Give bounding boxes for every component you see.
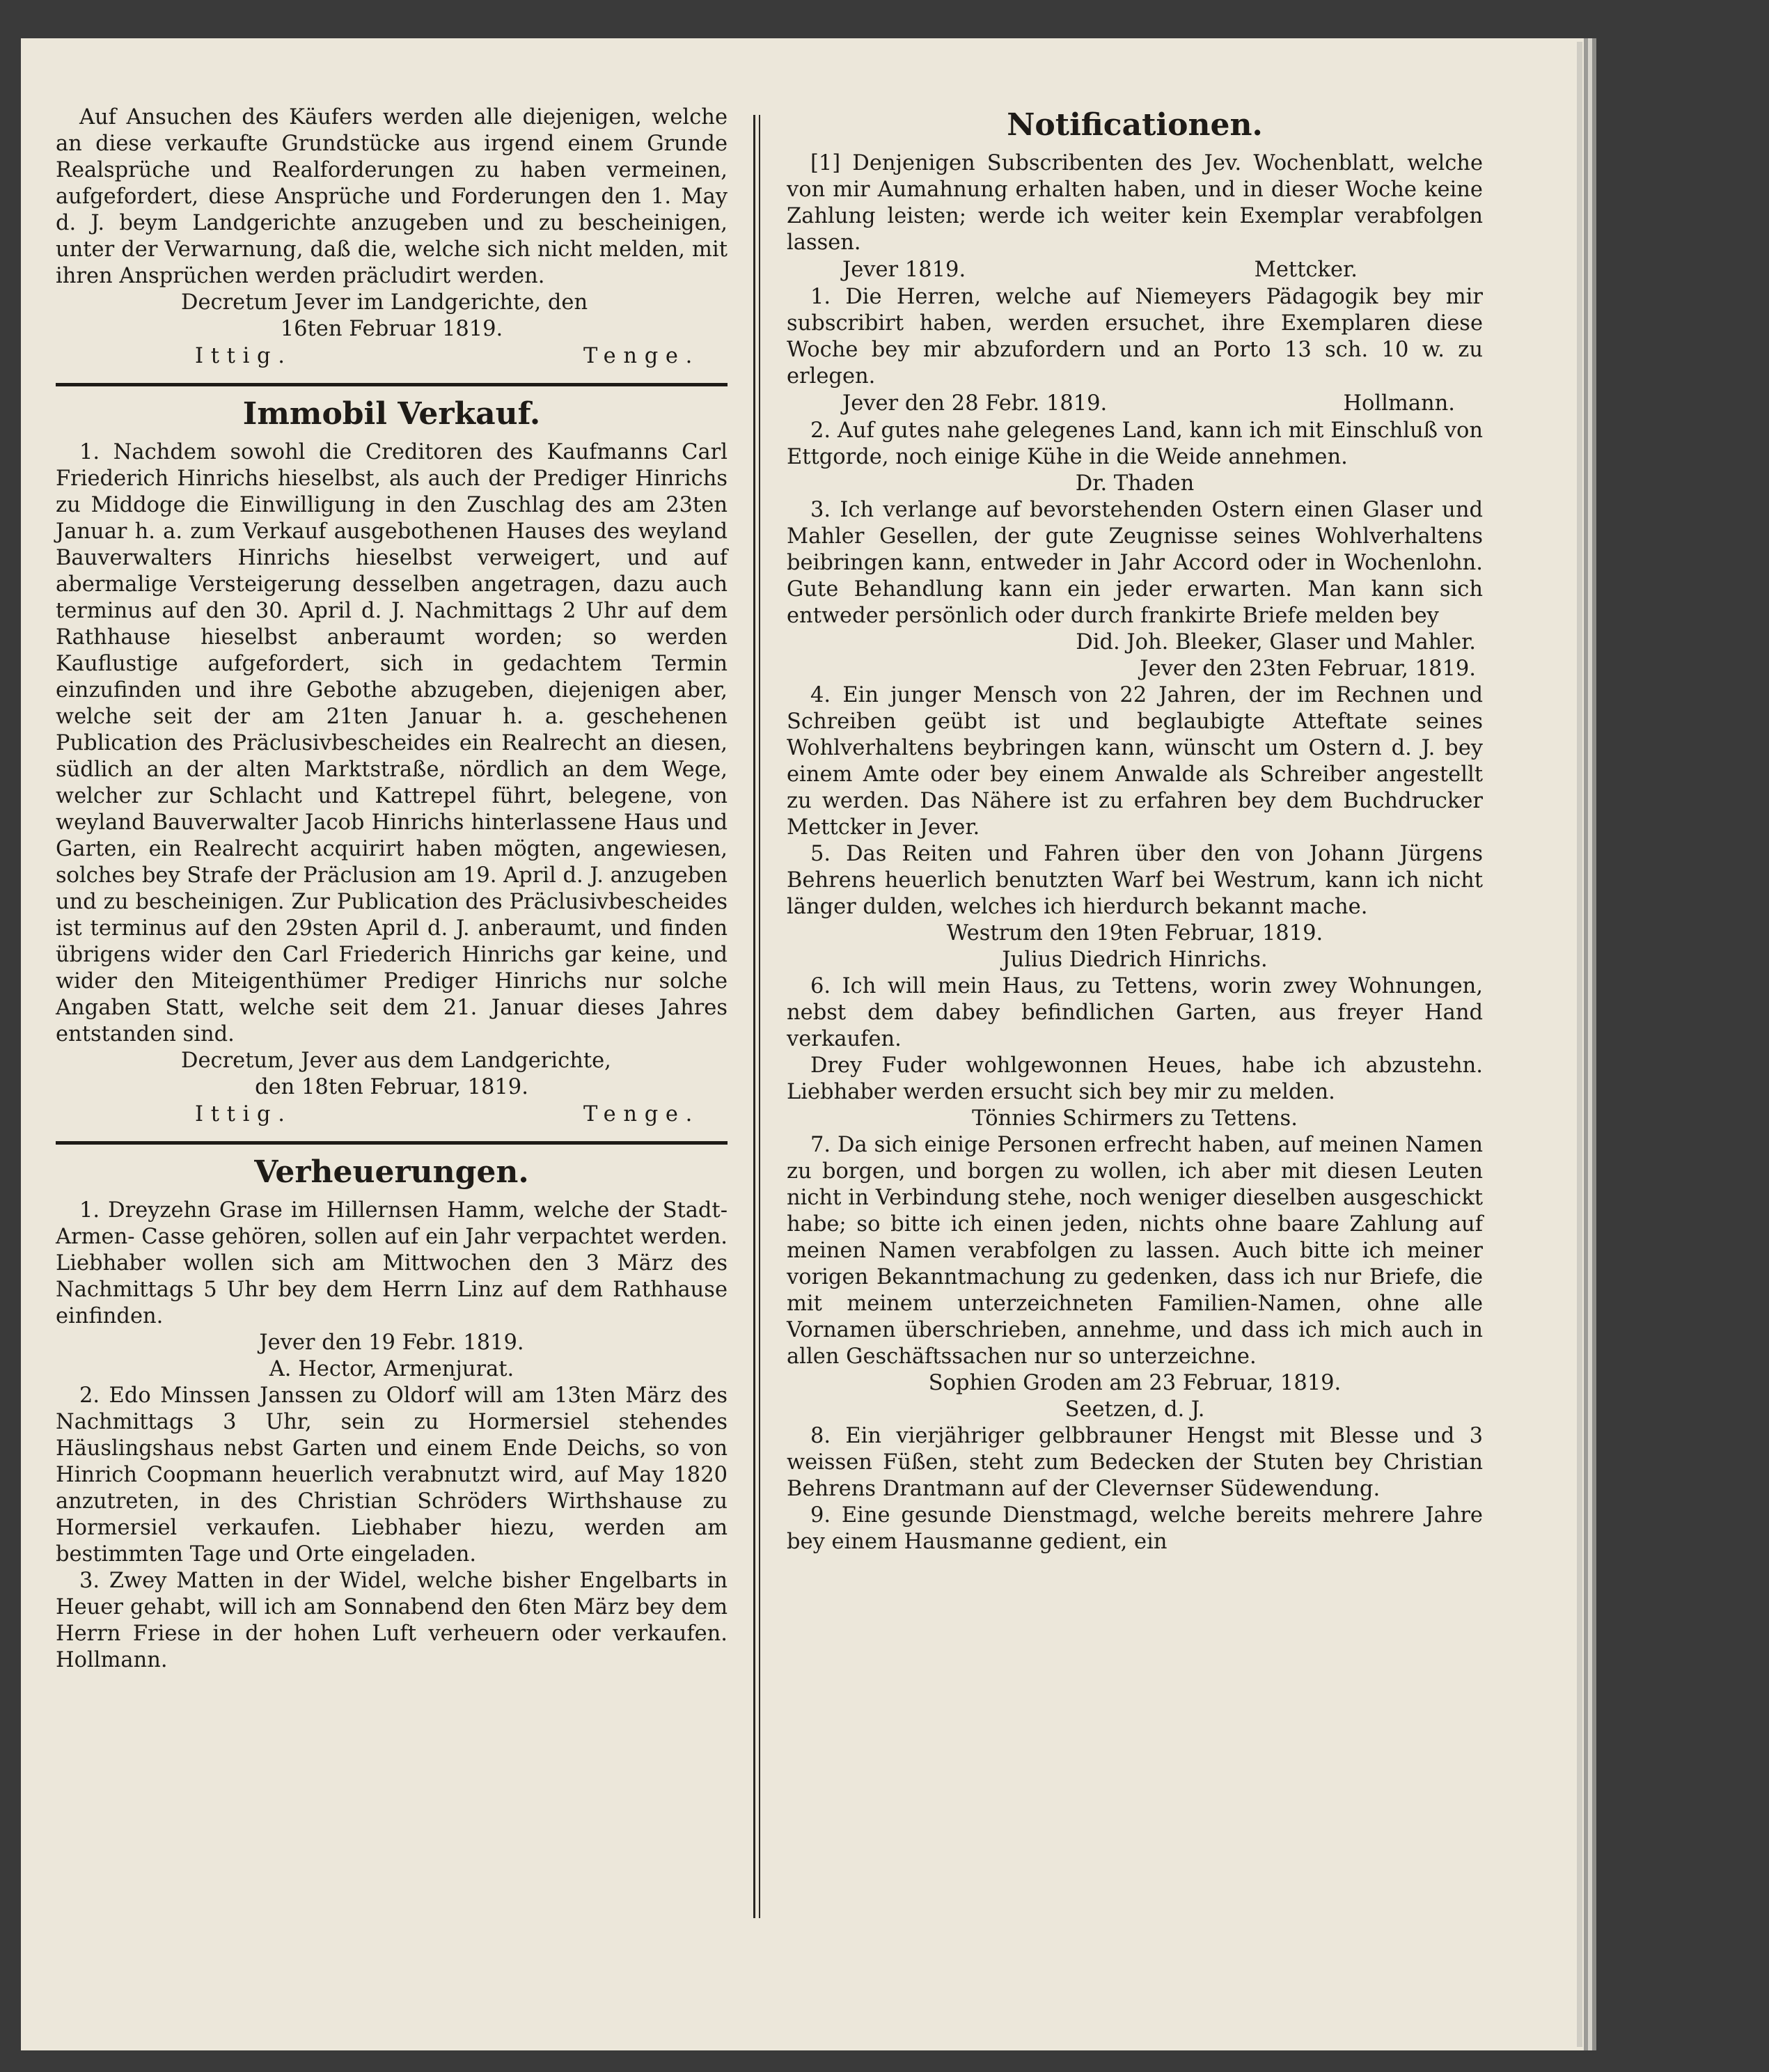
immobil-heading: Immobil Verkauf. — [242, 396, 541, 432]
notification-7-signature: Seetzen, d. J. — [1064, 1397, 1205, 1422]
notification-7-date: Sophien Groden am 23 Februar, 1819. — [928, 1371, 1342, 1395]
notification-1-signature: Hollmann. — [1343, 391, 1455, 416]
notification-4: 4. Ein junger Mensch von 22 Jahren, der im Rechnen und Schreiben geübt ist und beglaubigte Atteftate seines Wohlverhaltens beybringen kann, wünscht um Ostern d. J. bey einem Amte oder bey einem Anwalde als Schreiber angestellt zu werden. Das Nähere ist zu erfahren bey dem Buchdrucker Mettcker in Jever. — [787, 683, 1483, 840]
top-notice-date: 16ten Februar 1819. — [280, 317, 503, 341]
verheuerung-item-1-date: Jever den 19 Febr. 1819. — [259, 1331, 524, 1355]
notification-5-signature: Julius Diedrich Hinrichs. — [1002, 948, 1268, 972]
verheuerung-item-1: 1. Dreyzehn Grase im Hillernsen Hamm, welche der Stadt- Armen- Casse gehören, sollen auf ein Jahr verpachtet werden. Liebhaber wollen sich am Mittwochen den 3 März des Nachmittags 5 Uhr bey dem Herrn Linz auf dem Rathhause einfinden. — [56, 1198, 728, 1328]
immobil-decree: Decretum, Jever aus dem Landgerichte, — [181, 1049, 611, 1073]
signature-ittig: Ittig. — [195, 1102, 292, 1127]
page-edge — [1577, 42, 1582, 2047]
immobil-signatures — [56, 1101, 728, 1129]
top-notice — [56, 104, 728, 370]
notification-3: 3. Ich verlange auf bevorstehenden Ostern einen Glaser und Mahler Gesellen, der gute Zeugnisse seines Wohlverhaltens beibringen kann, entweder in Jahr Accord oder in Wochenlohn. Gute Behandlung kann ein jeder erwarten. Man kann sich entweder persönlich oder durch frankirte Briefe melden bey — [787, 498, 1483, 628]
notification-6-signature: Tönnies Schirmers zu Tettens. — [972, 1106, 1298, 1131]
notification-signature: Mettcker. — [1254, 258, 1358, 282]
notification-subscribers: [1] Denjenigen Subscribenten des Jev. Wochenblatt, welche von mir Aumahnung erhalten haben, und in dieser Woche keine Zahlung leisten; werde ich weiter kein Exemplar verabfolgen lassen. — [787, 151, 1483, 255]
signature-ittig: Ittig. — [195, 344, 292, 368]
verheuerung-item-1-signature: A. Hector, Armenjurat. — [269, 1357, 514, 1381]
notificationen-heading: Notificationen. — [1007, 107, 1263, 143]
immobil-text: 1. Nachdem sowohl die Creditoren des Kaufmanns Carl Friederich Hinrichs hieselbst, als auch der Prediger Hinrichs zu Middoge die Einwilligung in den Zuschlag des am 23ten Januar h. a. zum Verkauf ausgebothenen Hauses des weyland Bauverwalters Hinrichs hieselbst verweigert, und auf abermalige Versteigerung desselben angetragen, dazu auch terminus auf den 30. April d. J. Nachmittags 2 Uhr auf dem Rathhause hieselbst anberaumt worden; so werden Kauflustige aufgefordert, sich in gedachtem Termin einzufinden und ihre Gebothe abzugeben, diejenigen aber, welche seit der am 21ten Januar h. a. geschehenen Publication des Präclusivbescheides ein Realrecht an diesen, südlich an der alten Marktstraße, nördlich an dem Wege, welcher zur Schlacht und Kattrepel führt, belegene, von weyland Bauverwalter Jacob Hinrichs hinterlassene Haus und Garten, ein Realrecht acquirirt haben mögten, angewiesen, solches bey Strafe der Präclusion am 19. April d. J. anzugeben und zu bescheinigen. Zur Publication des Präclusivbescheides ist terminus auf den 29sten April d. J. anberaumt, und finden übrigens wider den Carl Friederich Hinrichs gar keine, und wider den Miteigenthümer Prediger Hinrichs nur solche Angaben Statt, welche seit dem 21. Januar dieses Jahres entstanden sind. — [56, 440, 728, 1046]
immobil-section — [56, 393, 728, 1129]
notification-5-date: Westrum den 19ten Februar, 1819. — [946, 921, 1323, 945]
notification-3-signature: Did. Joh. Bleeker, Glaser und Mahler. — [1076, 630, 1476, 654]
notification-8: 8. Ein vierjähriger gelbbrauner Hengst mit Blesse und 3 weissen Füßen, steht zum Bedecken der Stuten bey Christian Behrens Drantmann auf der Clevernser Südewendung. — [787, 1424, 1483, 1501]
immobil-date: den 18ten Februar, 1819. — [255, 1075, 528, 1099]
signature-tenge: Tenge. — [583, 1102, 700, 1127]
top-notice-signatures — [56, 343, 728, 370]
left-column — [56, 104, 728, 1677]
notification-3-date: Jever den 23ten Februar, 1819. — [1140, 657, 1476, 681]
notification-subscribers-footer — [787, 256, 1483, 284]
verheuerungen-heading: Verheuerungen. — [254, 1154, 529, 1190]
section-rule — [56, 383, 728, 386]
verheuerungen-section — [56, 1152, 728, 1674]
column-divider-second — [759, 115, 760, 1918]
column-divider — [753, 115, 755, 1918]
notification-6-hay: Drey Fuder wohlgewonnen Heues, habe ich abzustehn. Liebhaber werden ersucht sich bey mir zu melden. — [787, 1053, 1483, 1104]
signature-tenge: Tenge. — [583, 344, 700, 368]
section-rule — [56, 1141, 728, 1145]
right-column — [787, 104, 1483, 1555]
notification-9: 9. Eine gesunde Dienstmagd, welche bereits mehrere Jahre bey einem Hausmanne gedient, ein — [787, 1503, 1483, 1554]
verheuerung-item-2: 2. Edo Minssen Janssen zu Oldorf will am 13ten März des Nachmittags 3 Uhr, sein zu Hormersiel stehendes Häuslingshaus nebst Garten und einem Ende Deichs, so von Hinrich Coopmann heuerlich verabnutzt wird, auf May 1820 anzutreten, in des Christian Schröders Wirthshause zu Hormersiel verkaufen. Liebhaber hiezu, werden am bestimmten Tage und Orte eingeladen. — [56, 1383, 728, 1567]
notification-7: 7. Da sich einige Personen erfrecht haben, auf meinen Namen zu borgen, und borgen zu wollen, ich aber mit diesen Leuten nicht in Verbindung stehe, noch weniger dieselben ausgeschickt habe; so bitte ich einen jeden, nichts ohne baare Zahlung auf meinen Namen verabfolgen zu lassen. Auch bitte ich meiner vorigen Bekanntmachung zu gedenken, dass ich nur Briefe, die mit meinem unterzeichneten Familien-Namen, ohne alle Vornamen überschrieben, annehme, und dass ich mich auch in allen Geschäftssachen nur so unterzeichne. — [787, 1133, 1483, 1369]
notification-2-signature: Dr. Thaden — [1075, 471, 1195, 496]
notification-5: 5. Das Reiten und Fahren über den von Johann Jürgens Behrens heuerlich benutzten Warf bei Westrum, kann ich nicht länger dulden, welches ich hierdurch bekannt mache. — [787, 842, 1483, 919]
notification-6: 6. Ich will mein Haus, zu Tettens, worin zwey Wohnungen, nebst dem dabey befindlichen Garten, aus freyer Hand verkaufen. — [787, 974, 1483, 1051]
top-notice-decree: Decretum Jever im Landgerichte, den — [181, 290, 588, 315]
notification-1: 1. Die Herren, welche auf Niemeyers Pädagogik bey mir subscribirt haben, werden ersuchet, ihre Exemplaren diese Woche bey mir abzufordern und an Porto 13 sch. 10 w. zu erlegen. — [787, 285, 1483, 388]
top-notice-text: Auf Ansuchen des Käufers werden alle diejenigen, welche an diese verkaufte Grundstücke aus irgend einem Grunde Realsprüche und Realforderungen zu haben vermeinen, aufgefordert, diese Ansprüche und Forderungen den 1. May d. J. beym Landgerichte anzugeben und zu bescheinigen, unter der Verwarnung, daß die, welche sich nicht melden, mit ihren Ansprüchen werden präcludirt werden. — [56, 105, 728, 288]
notification-1-footer — [787, 390, 1483, 418]
notification-1-place: Jever den 28 Febr. 1819. — [842, 391, 1108, 416]
notification-place: Jever 1819. — [842, 258, 966, 282]
verheuerung-item-3: 3. Zwey Matten in der Widel, welche bisher Engelbarts in Heuer gehabt, will ich am Sonnabend den 6ten März bey dem Herrn Friese in der hohen Luft verheuern oder verkaufen. Hollmann. — [56, 1569, 728, 1672]
notification-7-block — [787, 1132, 1483, 1423]
notification-2: 2. Auf gutes nahe gelegenes Land, kann ich mit Einschluß von Ettgorde, noch einige Kühe in die Weide annehmen. — [787, 418, 1483, 469]
